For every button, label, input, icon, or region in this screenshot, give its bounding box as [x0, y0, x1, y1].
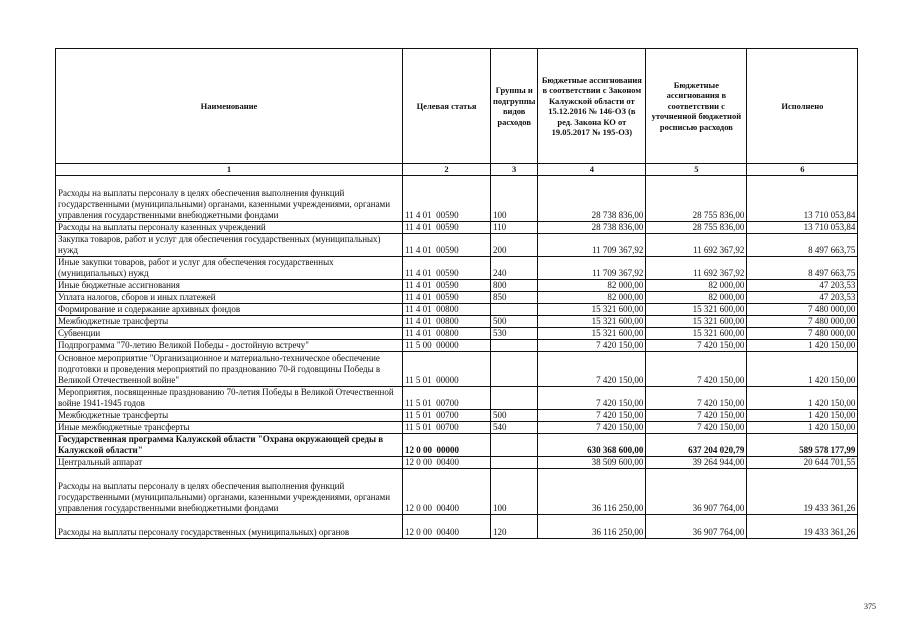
row-expense-group: 100	[491, 469, 538, 515]
row-expense-group: 240	[491, 257, 538, 280]
row-executed: 8 497 663,75	[747, 234, 858, 257]
row-expense-group: 500	[491, 410, 538, 422]
row-refined-assignment: 11 692 367,92	[646, 234, 747, 257]
row-executed: 13 710 053,84	[747, 222, 858, 234]
row-name: Уплата налогов, сборов и иных платежей	[56, 292, 403, 304]
row-law-assignment: 11 709 367,92	[538, 234, 646, 257]
row-law-assignment: 28 738 836,00	[538, 176, 646, 222]
row-law-assignment: 7 420 150,00	[538, 352, 646, 387]
row-expense-group: 120	[491, 515, 538, 539]
column-number: 3	[491, 164, 538, 176]
row-target-article: 11 5 01 00700	[403, 387, 491, 410]
table-row	[56, 222, 858, 234]
table-row	[56, 469, 858, 515]
column-number: 5	[646, 164, 747, 176]
table-row	[56, 280, 858, 292]
row-expense-group: 110	[491, 222, 538, 234]
budget-table	[55, 48, 858, 539]
row-executed: 13 710 053,84	[747, 176, 858, 222]
row-executed: 7 480 000,00	[747, 304, 858, 316]
row-refined-assignment: 637 204 020,79	[646, 434, 747, 457]
page-number: 375	[864, 602, 876, 611]
row-target-article: 11 4 01 00800	[403, 328, 491, 340]
row-law-assignment: 7 420 150,00	[538, 387, 646, 410]
row-target-article: 12 0 00 00000	[403, 434, 491, 457]
row-law-assignment: 11 709 367,92	[538, 257, 646, 280]
header-refined-assignments: Бюджетные ассигнования в соответствии с уточненной бюджетной росписью расходов	[646, 49, 747, 164]
row-executed: 47 203,53	[747, 280, 858, 292]
row-executed: 8 497 663,75	[747, 257, 858, 280]
row-name: Иные межбюджетные трансферты	[56, 422, 403, 434]
row-refined-assignment: 11 692 367,92	[646, 257, 747, 280]
table-row	[56, 457, 858, 469]
row-name: Расходы на выплаты персоналу государственных (муниципальных) органов	[56, 515, 403, 539]
row-law-assignment: 82 000,00	[538, 292, 646, 304]
table-row	[56, 234, 858, 257]
row-executed: 1 420 150,00	[747, 422, 858, 434]
row-refined-assignment: 82 000,00	[646, 280, 747, 292]
table-row	[56, 316, 858, 328]
column-number: 1	[56, 164, 403, 176]
header-law-assignments: Бюджетные ассигнования в соответствии с Законом Калужской области от 15.12.2016 № 146-ОЗ (в ред. Закона КО от 19.05.2017 № 195-ОЗ)	[538, 49, 646, 164]
row-refined-assignment: 15 321 600,00	[646, 316, 747, 328]
table-row	[56, 515, 858, 539]
row-law-assignment: 82 000,00	[538, 280, 646, 292]
column-number: 6	[747, 164, 858, 176]
column-number: 2	[403, 164, 491, 176]
row-law-assignment: 15 321 600,00	[538, 304, 646, 316]
row-refined-assignment: 7 420 150,00	[646, 387, 747, 410]
table-row	[56, 292, 858, 304]
row-executed: 47 203,53	[747, 292, 858, 304]
row-name: Центральный аппарат	[56, 457, 403, 469]
row-executed: 1 420 150,00	[747, 387, 858, 410]
table-row	[56, 410, 858, 422]
row-target-article: 11 4 01 00590	[403, 280, 491, 292]
header-name: Наименование	[56, 49, 403, 164]
row-expense-group: 800	[491, 280, 538, 292]
row-target-article: 11 5 00 00000	[403, 340, 491, 352]
row-name: Расходы на выплаты персоналу казенных учреждений	[56, 222, 403, 234]
row-expense-group	[491, 304, 538, 316]
row-law-assignment: 36 116 250,00	[538, 515, 646, 539]
column-number-row	[56, 164, 858, 176]
row-target-article: 12 0 00 00400	[403, 469, 491, 515]
table-row	[56, 387, 858, 410]
row-target-article: 11 4 01 00590	[403, 234, 491, 257]
row-law-assignment: 7 420 150,00	[538, 340, 646, 352]
row-executed: 20 644 701,55	[747, 457, 858, 469]
row-name: Расходы на выплаты персоналу в целях обеспечения выполнения функций государственными (муниципальными) органами, казенными учреждениями, органами управления государственными внебюджетными фондами	[56, 469, 403, 515]
row-refined-assignment: 15 321 600,00	[646, 328, 747, 340]
row-law-assignment: 15 321 600,00	[538, 316, 646, 328]
row-name: Мероприятия, посвященные празднованию 70-летия Победы в Великой Отечественной войне 1941-1945 годов	[56, 387, 403, 410]
row-name: Межбюджетные трансферты	[56, 410, 403, 422]
row-target-article: 11 5 01 00000	[403, 352, 491, 387]
row-executed: 7 480 000,00	[747, 316, 858, 328]
row-refined-assignment: 39 264 944,00	[646, 457, 747, 469]
row-refined-assignment: 15 321 600,00	[646, 304, 747, 316]
row-target-article: 11 5 01 00700	[403, 410, 491, 422]
row-refined-assignment: 82 000,00	[646, 292, 747, 304]
row-target-article: 11 4 01 00800	[403, 316, 491, 328]
row-expense-group	[491, 352, 538, 387]
row-name: Закупка товаров, работ и услуг для обеспечения государственных (муниципальных) нужд	[56, 234, 403, 257]
table-row	[56, 434, 858, 457]
row-target-article: 11 4 01 00800	[403, 304, 491, 316]
column-number: 4	[538, 164, 646, 176]
row-law-assignment: 630 368 600,00	[538, 434, 646, 457]
row-refined-assignment: 7 420 150,00	[646, 422, 747, 434]
row-name: Межбюджетные трансферты	[56, 316, 403, 328]
row-law-assignment: 28 738 836,00	[538, 222, 646, 234]
row-executed: 7 480 000,00	[747, 328, 858, 340]
row-expense-group	[491, 387, 538, 410]
header-expense-groups: Группы и подгруппы видов расходов	[491, 49, 538, 164]
row-name: Формирование и содержание архивных фондов	[56, 304, 403, 316]
row-executed: 19 433 361,26	[747, 469, 858, 515]
table-row	[56, 257, 858, 280]
row-law-assignment: 7 420 150,00	[538, 422, 646, 434]
row-refined-assignment: 7 420 150,00	[646, 352, 747, 387]
row-executed: 1 420 150,00	[747, 410, 858, 422]
row-target-article: 12 0 00 00400	[403, 515, 491, 539]
row-expense-group: 200	[491, 234, 538, 257]
row-name: Основное мероприятие "Организационное и материально-техническое обеспечение подготовки и проведения мероприятий по празднованию 70-й годовщины Победы в Великой Отечественной войне"	[56, 352, 403, 387]
table-row	[56, 176, 858, 222]
row-refined-assignment: 7 420 150,00	[646, 410, 747, 422]
row-law-assignment: 7 420 150,00	[538, 410, 646, 422]
row-law-assignment: 15 321 600,00	[538, 328, 646, 340]
row-target-article: 11 4 01 00590	[403, 176, 491, 222]
table-row	[56, 304, 858, 316]
row-target-article: 11 4 01 00590	[403, 222, 491, 234]
row-law-assignment: 38 509 600,00	[538, 457, 646, 469]
row-refined-assignment: 7 420 150,00	[646, 340, 747, 352]
row-executed: 19 433 361,26	[747, 515, 858, 539]
row-name: Иные бюджетные ассигнования	[56, 280, 403, 292]
row-executed: 1 420 150,00	[747, 340, 858, 352]
row-expense-group: 500	[491, 316, 538, 328]
table-row	[56, 422, 858, 434]
header-target-article: Целевая статья	[403, 49, 491, 164]
table-row	[56, 328, 858, 340]
row-name: Подпрограмма "70-летию Великой Победы - достойную встречу"	[56, 340, 403, 352]
row-executed: 1 420 150,00	[747, 352, 858, 387]
row-target-article: 11 4 01 00590	[403, 292, 491, 304]
row-target-article: 12 0 00 00400	[403, 457, 491, 469]
row-target-article: 11 5 01 00700	[403, 422, 491, 434]
row-executed: 589 578 177,99	[747, 434, 858, 457]
row-name: Расходы на выплаты персоналу в целях обеспечения выполнения функций государственными (муниципальными) органами, казенными учреждениями, органами управления государственными внебюджетными фондами	[56, 176, 403, 222]
row-expense-group: 530	[491, 328, 538, 340]
row-refined-assignment: 28 755 836,00	[646, 222, 747, 234]
row-expense-group: 100	[491, 176, 538, 222]
row-law-assignment: 36 116 250,00	[538, 469, 646, 515]
table-row	[56, 340, 858, 352]
row-expense-group	[491, 457, 538, 469]
row-refined-assignment: 36 907 764,00	[646, 469, 747, 515]
row-name: Иные закупки товаров, работ и услуг для обеспечения государственных (муниципальных) нужд	[56, 257, 403, 280]
row-expense-group	[491, 434, 538, 457]
row-target-article: 11 4 01 00590	[403, 257, 491, 280]
row-expense-group	[491, 340, 538, 352]
table-row	[56, 352, 858, 387]
row-expense-group: 850	[491, 292, 538, 304]
row-expense-group: 540	[491, 422, 538, 434]
row-refined-assignment: 28 755 836,00	[646, 176, 747, 222]
row-name: Субвенции	[56, 328, 403, 340]
row-name: Государственная программа Калужской области "Охрана окружающей среды в Калужской области"	[56, 434, 403, 457]
header-executed: Исполнено	[747, 49, 858, 164]
row-refined-assignment: 36 907 764,00	[646, 515, 747, 539]
header-row	[56, 49, 858, 164]
